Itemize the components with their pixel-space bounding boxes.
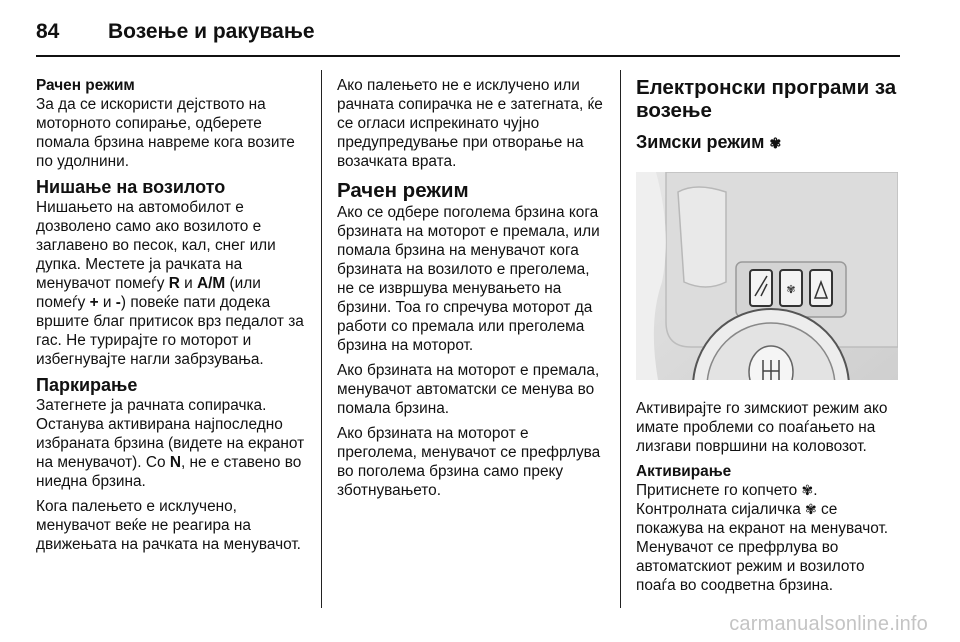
section-title-parking: Паркирање	[36, 375, 138, 395]
rocking-text: Нишањето на автомобилот е дозволено само ако возилото е заглавено во песок, кал, снег или дупка. Местете ја рачката на менувачот помеѓу R и A/M (или помеѓу + и -) повеќе пати додека вршите благ притисок врз педалот за гас. Не турирајте го моторот и избегнувајте нагли забрзувања.	[36, 199, 304, 368]
column-3	[636, 76, 906, 601]
parking-text: Затегнете ја рачната сопирачка. Останува активирана најпоследно избраната брзина (видете на екранот на менувачот). Со N, не е ставено во ниедна брзина.	[36, 397, 305, 490]
section-title-winter-mode: Зимски режим ✾	[636, 132, 782, 152]
manual-mode-text: За да се искористи дејството на моторното сопирање, одберете помала брзина навреме кога возите по удолнини.	[36, 96, 295, 170]
header-rule	[36, 55, 900, 57]
column-2	[337, 76, 607, 506]
snowflake-icon: ✾	[769, 135, 782, 151]
manual-mode-paragraph: Ако се одбере поголема брзина кога брзината на моторот е премала, или помала брзина на менувачот кога брзината на возилото е преголема, не се извршува менувањето на брзини. Тоа го спречува моторот да работи со премала или преголема брзина на моторот.	[337, 204, 600, 354]
parking-text-2: Кога палењето е исклучено, менувачот веќе не реагира на движењата на рачката на менувачот.	[36, 498, 301, 553]
section-title-programs: Електронски програми за возење	[636, 76, 897, 122]
activation-text-1: Притиснете го копчето ✾. Контролната сијаличка ✾ се покажува на екранот на менувачот. Менувачот се префрлува во автоматскиот режим и возилото поаѓа во соодветна брзина.	[636, 482, 889, 594]
winter-mode-text: Активирајте го зимскиот режим ако имате проблеми со поаѓањето на лизгави површини на коловозот.	[636, 400, 888, 455]
snowflake-icon: ✾	[801, 482, 814, 498]
section-title-activation: Активирање	[636, 463, 732, 480]
upshift-paragraph: Ако брзината на моторот е преголема, менувачот се префрлува во поголема брзина само преку зботнувањето.	[337, 425, 601, 499]
downshift-paragraph: Ако брзината на моторот е премала, менувачот автоматски се менува во помала брзина.	[337, 362, 600, 417]
page-number: 84	[36, 20, 60, 43]
snowflake-icon: ✾	[805, 501, 817, 517]
warning-text: Ако палењето не е исклучено или рачната сопирачка не е затегната, ќе се огласи испрекинато чујно предупредување при отворање на возачката врата.	[337, 77, 603, 170]
column-divider-2	[620, 70, 621, 608]
column-1	[36, 76, 314, 560]
page-title: Возење и ракување	[108, 20, 315, 43]
section-title-rocking: Нишање на возилото	[36, 177, 226, 197]
column-divider-1	[321, 70, 322, 608]
svg-text:✾: ✾	[786, 283, 796, 296]
section-title-manual-mode-2: Рачен режим	[337, 179, 469, 202]
winter-mode-button-illustration	[636, 172, 898, 380]
section-title-manual-mode: Рачен режим	[36, 77, 135, 94]
watermark: carmanualsonline.info	[729, 613, 928, 635]
page-header	[36, 14, 315, 50]
